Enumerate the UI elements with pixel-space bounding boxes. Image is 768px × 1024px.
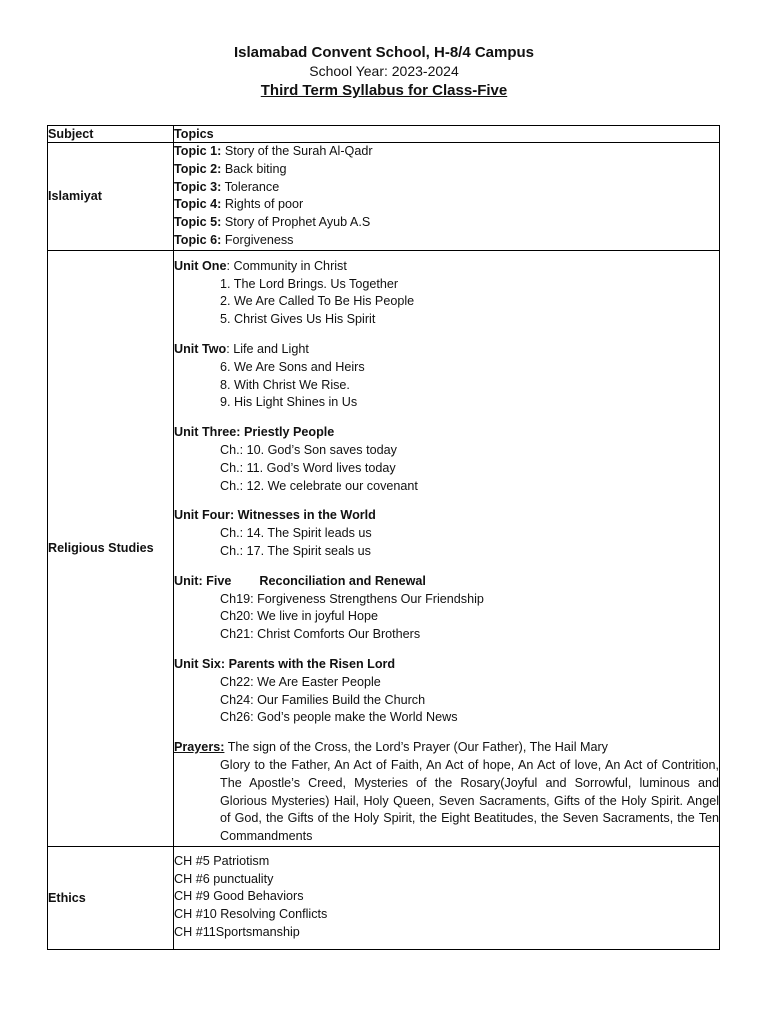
- list-item: Ch26: God’s people make the World News: [220, 710, 458, 725]
- list-item: CH #6 punctuality: [174, 871, 274, 886]
- unit-title-bold: Unit Six: Parents with the Risen Lord: [174, 656, 396, 671]
- topic-text: Story of Prophet Ayub A.S: [221, 215, 371, 230]
- topic-label: Topic 2:: [174, 161, 222, 176]
- unit-title-bold: Unit Four: Witnesses in the World: [174, 508, 376, 523]
- topic-text: Forgiveness: [221, 232, 294, 247]
- unit-title-bold: Unit One: [174, 258, 227, 273]
- list-item: [174, 179, 719, 197]
- list-item: 5. Christ Gives Us His Spirit: [220, 312, 376, 327]
- list-item: CH #10 Resolving Conflicts: [174, 907, 328, 922]
- unit-title-bold: Unit: Five Reconciliation and Renewal: [174, 573, 426, 588]
- unit-title: [174, 424, 719, 442]
- prayers-first-line: [174, 739, 719, 757]
- prayers-list: Glory to the Father, An Act of Faith, An Act of hope, An Act of love, An Act of Contrition, The Apostle’s Creed, Mysteries of the Rosary(Joyful and Sorrowful, luminous and Glorious Mysteries) Hail, Holy Queen, Seven Sacraments, Gifts of the Holy Spirit. Angel of God, the Gifts of the Holy Spirit, the Eight Beatitudes, the Seven Sacraments, the Ten Commandments: [220, 757, 719, 844]
- unit-title-rest: : Life and Light: [226, 341, 309, 356]
- topic-label: Topic 5:: [174, 215, 222, 230]
- topic-text: Back biting: [221, 161, 287, 176]
- subject-ethics: Ethics: [48, 846, 174, 949]
- list-item: [174, 232, 719, 250]
- list-item: Ch.: 17. The Spirit seals us: [220, 543, 371, 558]
- unit-title-rest: : Community in Christ: [226, 258, 347, 273]
- list-item: Ch19: Forgiveness Strengthens Our Friendship: [220, 591, 484, 606]
- list-item: Ch24: Our Families Build the Church: [220, 692, 426, 707]
- list-item: Ch.: 10. God’s Son saves today: [220, 442, 397, 457]
- table-row: [48, 250, 720, 846]
- list-item: 6. We Are Sons and Heirs: [220, 359, 365, 374]
- list-item: [174, 214, 719, 232]
- unit-title: [174, 341, 719, 359]
- list-item: Ch21: Christ Comforts Our Brothers: [220, 627, 421, 642]
- school-name: Islamabad Convent School, H-8/4 Campus: [233, 44, 535, 61]
- list-item: 1. The Lord Brings. Us Together: [220, 276, 399, 291]
- document-header: [0, 43, 768, 100]
- religious-studies-topics: [174, 250, 720, 846]
- topic-text: Rights of poor: [221, 197, 304, 212]
- topic-text: Tolerance: [221, 179, 280, 194]
- list-item: 8. With Christ We Rise.: [220, 377, 350, 392]
- list-item: Ch.: 11. God’s Word lives today: [220, 460, 396, 475]
- list-item: Ch.: 14. The Spirit leads us: [220, 526, 372, 541]
- topic-label: Topic 4:: [174, 197, 222, 212]
- list-item: Ch20: We live in joyful Hope: [220, 609, 378, 624]
- prayers-first-text: The sign of the Cross, the Lord’s Prayer (Our Father), The Hail Mary: [224, 740, 608, 755]
- list-item: 9. His Light Shines in Us: [220, 395, 358, 410]
- list-item: CH #5 Patriotism: [174, 853, 270, 868]
- syllabus-title: Third Term Syllabus for Class-Five: [260, 82, 508, 99]
- school-year: School Year: 2023-2024: [309, 63, 459, 79]
- list-item: CH #9 Good Behaviors: [174, 889, 304, 904]
- topic-text: Story of the Surah Al-Qadr: [221, 144, 373, 158]
- topic-label: Topic 6:: [174, 232, 222, 247]
- topics-column-header: Topics: [174, 126, 720, 143]
- subject-column-header: Subject: [48, 126, 174, 143]
- unit-title-bold: Unit Two: [174, 341, 227, 356]
- list-item: Ch.: 12. We celebrate our covenant: [220, 478, 418, 493]
- table-row: [48, 143, 720, 251]
- list-item: 2. We Are Called To Be His People: [220, 294, 415, 309]
- unit-title-bold: Unit Three: Priestly People: [174, 425, 335, 440]
- subject-religious-studies: Religious Studies: [48, 250, 174, 846]
- list-item: [174, 196, 719, 214]
- list-item: [174, 161, 719, 179]
- islamiyat-topics: [174, 143, 720, 251]
- table-row: [48, 846, 720, 949]
- unit-title: [174, 656, 719, 674]
- table-header-row: [48, 126, 720, 143]
- list-item: Ch22: We Are Easter People: [220, 674, 381, 689]
- list-item: [174, 143, 719, 161]
- ethics-topics: [174, 846, 720, 949]
- prayers-block: [174, 739, 719, 846]
- unit-title: [174, 258, 719, 276]
- topic-label: Topic 1:: [174, 144, 222, 158]
- unit-title: [174, 507, 719, 525]
- prayers-label: Prayers:: [174, 740, 225, 755]
- subject-islamiyat: Islamiyat: [48, 143, 174, 251]
- list-item: CH #11Sportsmanship: [174, 925, 300, 940]
- topic-label: Topic 3:: [174, 179, 222, 194]
- unit-title: [174, 573, 719, 591]
- syllabus-table: [47, 125, 720, 950]
